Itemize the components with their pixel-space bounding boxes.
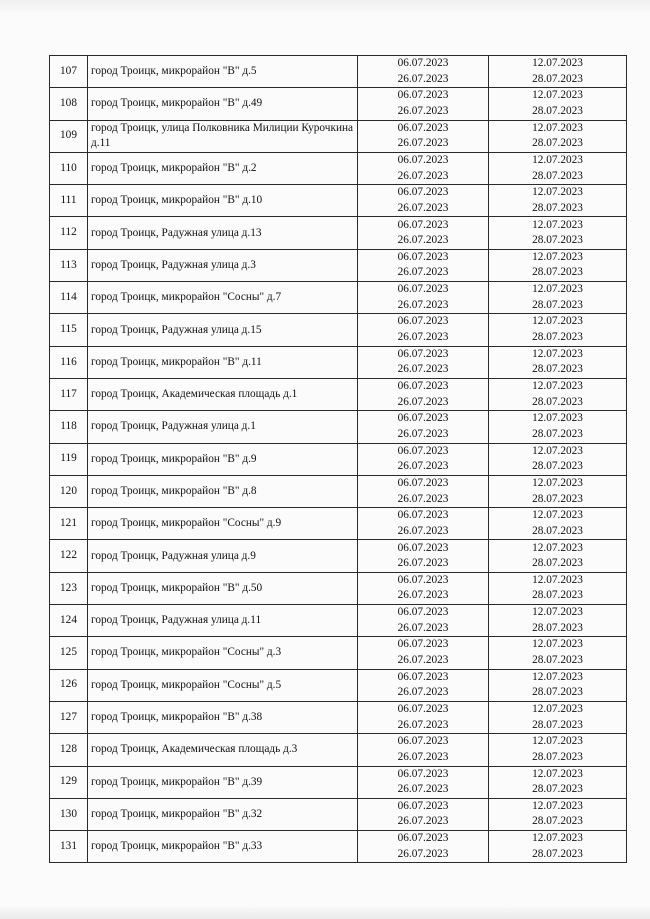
end-date-1: 12.07.2023 <box>532 89 583 102</box>
address-cell: город Троицк, микрорайон "В" д.10 <box>88 185 358 217</box>
end-date-2: 28.07.2023 <box>532 589 583 602</box>
start-date-1: 06.07.2023 <box>397 315 449 328</box>
end-dates-cell <box>489 120 627 152</box>
address-cell: город Троицк, микрорайон "В" д.39 <box>88 766 358 798</box>
end-date-2: 28.07.2023 <box>532 524 583 537</box>
address-cell: город Троицк, микрорайон "Сосны" д.9 <box>88 508 358 540</box>
start-dates-cell <box>358 831 489 863</box>
end-date-1: 12.07.2023 <box>532 412 583 425</box>
scan-edge-bottom <box>0 905 650 919</box>
end-date-1: 12.07.2023 <box>532 121 583 134</box>
table-row <box>50 152 627 184</box>
start-date-1: 06.07.2023 <box>397 283 449 296</box>
end-dates-cell <box>489 540 627 572</box>
end-dates-cell <box>489 314 627 346</box>
end-date-1: 12.07.2023 <box>532 380 583 393</box>
row-number: 110 <box>50 152 88 184</box>
table-row <box>50 508 627 540</box>
start-dates-cell <box>358 56 489 88</box>
table-row <box>50 120 627 152</box>
start-dates-cell <box>358 152 489 184</box>
table-body <box>50 56 627 863</box>
start-dates-cell <box>358 475 489 507</box>
end-dates-cell <box>489 637 627 669</box>
row-number: 122 <box>50 540 88 572</box>
start-date-2: 26.07.2023 <box>397 815 449 828</box>
start-dates-cell <box>358 217 489 249</box>
table-row <box>50 831 627 863</box>
address-cell: город Троицк, Академическая площадь д.3 <box>88 734 358 766</box>
start-dates-cell <box>358 443 489 475</box>
end-date-2: 28.07.2023 <box>532 201 583 214</box>
end-date-1: 12.07.2023 <box>532 347 583 360</box>
address-cell: город Троицк, микрорайон "В" д.38 <box>88 701 358 733</box>
start-date-2: 26.07.2023 <box>397 783 449 796</box>
row-number: 113 <box>50 249 88 281</box>
row-number: 115 <box>50 314 88 346</box>
start-date-2: 26.07.2023 <box>397 847 449 860</box>
end-date-1: 12.07.2023 <box>532 476 583 489</box>
start-date-2: 26.07.2023 <box>397 298 449 311</box>
row-number: 128 <box>50 734 88 766</box>
end-date-2: 28.07.2023 <box>532 557 583 570</box>
start-dates-cell <box>358 411 489 443</box>
start-dates-cell <box>358 346 489 378</box>
end-date-1: 12.07.2023 <box>532 186 583 199</box>
end-date-1: 12.07.2023 <box>532 767 583 780</box>
row-number: 117 <box>50 378 88 410</box>
table-row <box>50 540 627 572</box>
end-date-2: 28.07.2023 <box>532 331 583 344</box>
row-number: 125 <box>50 637 88 669</box>
start-date-2: 26.07.2023 <box>397 331 449 344</box>
start-date-1: 06.07.2023 <box>397 57 449 70</box>
end-date-1: 12.07.2023 <box>532 218 583 231</box>
end-date-2: 28.07.2023 <box>532 363 583 376</box>
address-cell: город Троицк, микрорайон "В" д.2 <box>88 152 358 184</box>
address-cell: город Троицк, Радужная улица д.13 <box>88 217 358 249</box>
end-date-1: 12.07.2023 <box>532 153 583 166</box>
start-date-1: 06.07.2023 <box>397 412 449 425</box>
end-date-2: 28.07.2023 <box>532 460 583 473</box>
start-date-2: 26.07.2023 <box>397 427 449 440</box>
scan-edge-top <box>0 0 650 14</box>
address-cell: город Троицк, улица Полковника Милиции Курочкина д.11 <box>88 120 358 152</box>
table-row <box>50 443 627 475</box>
table-row <box>50 185 627 217</box>
address-cell: город Троицк, Академическая площадь д.1 <box>88 378 358 410</box>
end-dates-cell <box>489 185 627 217</box>
end-date-1: 12.07.2023 <box>532 606 583 619</box>
end-dates-cell <box>489 831 627 863</box>
start-dates-cell <box>358 701 489 733</box>
start-dates-cell <box>358 798 489 830</box>
start-date-2: 26.07.2023 <box>397 363 449 376</box>
end-date-1: 12.07.2023 <box>532 509 583 522</box>
address-schedule-table <box>49 55 627 863</box>
start-date-2: 26.07.2023 <box>397 492 449 505</box>
end-date-1: 12.07.2023 <box>532 638 583 651</box>
end-dates-cell <box>489 572 627 604</box>
end-date-1: 12.07.2023 <box>532 57 583 70</box>
table-row <box>50 637 627 669</box>
start-date-2: 26.07.2023 <box>397 395 449 408</box>
start-date-2: 26.07.2023 <box>397 557 449 570</box>
start-date-1: 06.07.2023 <box>397 121 449 134</box>
end-date-1: 12.07.2023 <box>532 832 583 845</box>
start-date-2: 26.07.2023 <box>397 169 449 182</box>
start-date-2: 26.07.2023 <box>397 104 449 117</box>
end-dates-cell <box>489 443 627 475</box>
table-row <box>50 56 627 88</box>
table-row <box>50 88 627 120</box>
start-dates-cell <box>358 572 489 604</box>
end-date-2: 28.07.2023 <box>532 298 583 311</box>
end-date-1: 12.07.2023 <box>532 670 583 683</box>
start-dates-cell <box>358 249 489 281</box>
end-date-2: 28.07.2023 <box>532 395 583 408</box>
start-dates-cell <box>358 637 489 669</box>
start-date-1: 06.07.2023 <box>397 89 449 102</box>
end-dates-cell <box>489 605 627 637</box>
address-cell: город Троицк, Радужная улица д.1 <box>88 411 358 443</box>
address-cell: город Троицк, микрорайон "В" д.50 <box>88 572 358 604</box>
start-date-1: 06.07.2023 <box>397 218 449 231</box>
table-row <box>50 378 627 410</box>
address-cell: город Троицк, микрорайон "В" д.32 <box>88 798 358 830</box>
end-date-2: 28.07.2023 <box>532 718 583 731</box>
row-number: 111 <box>50 185 88 217</box>
end-dates-cell <box>489 378 627 410</box>
table-row <box>50 411 627 443</box>
end-date-1: 12.07.2023 <box>532 283 583 296</box>
start-dates-cell <box>358 669 489 701</box>
end-date-1: 12.07.2023 <box>532 735 583 748</box>
row-number: 108 <box>50 88 88 120</box>
start-dates-cell <box>358 605 489 637</box>
table-row <box>50 798 627 830</box>
end-date-2: 28.07.2023 <box>532 653 583 666</box>
start-dates-cell <box>358 88 489 120</box>
table-row <box>50 701 627 733</box>
table-row <box>50 605 627 637</box>
address-cell: город Троицк, микрорайон "Сосны" д.3 <box>88 637 358 669</box>
end-date-2: 28.07.2023 <box>532 72 583 85</box>
end-dates-cell <box>489 701 627 733</box>
start-date-2: 26.07.2023 <box>397 686 449 699</box>
end-dates-cell <box>489 766 627 798</box>
start-date-1: 06.07.2023 <box>397 735 449 748</box>
address-cell: город Троицк, микрорайон "В" д.8 <box>88 475 358 507</box>
start-date-2: 26.07.2023 <box>397 460 449 473</box>
end-dates-cell <box>489 217 627 249</box>
start-date-2: 26.07.2023 <box>397 137 449 150</box>
address-cell: город Троицк, микрорайон "В" д.5 <box>88 56 358 88</box>
start-date-1: 06.07.2023 <box>397 380 449 393</box>
start-dates-cell <box>358 314 489 346</box>
start-date-2: 26.07.2023 <box>397 621 449 634</box>
end-dates-cell <box>489 669 627 701</box>
row-number: 118 <box>50 411 88 443</box>
end-date-1: 12.07.2023 <box>532 541 583 554</box>
end-date-2: 28.07.2023 <box>532 621 583 634</box>
address-cell: город Троицк, Радужная улица д.9 <box>88 540 358 572</box>
end-date-2: 28.07.2023 <box>532 266 583 279</box>
end-dates-cell <box>489 798 627 830</box>
start-date-1: 06.07.2023 <box>397 347 449 360</box>
start-date-2: 26.07.2023 <box>397 72 449 85</box>
start-dates-cell <box>358 508 489 540</box>
start-date-1: 06.07.2023 <box>397 186 449 199</box>
end-date-2: 28.07.2023 <box>532 750 583 763</box>
end-date-1: 12.07.2023 <box>532 799 583 812</box>
table-row <box>50 766 627 798</box>
start-date-2: 26.07.2023 <box>397 718 449 731</box>
start-date-2: 26.07.2023 <box>397 653 449 666</box>
start-date-1: 06.07.2023 <box>397 767 449 780</box>
table-row <box>50 249 627 281</box>
row-number: 124 <box>50 605 88 637</box>
end-date-1: 12.07.2023 <box>532 702 583 715</box>
address-cell: город Троицк, микрорайон "Сосны" д.7 <box>88 282 358 314</box>
start-date-1: 06.07.2023 <box>397 832 449 845</box>
start-dates-cell <box>358 120 489 152</box>
table-row <box>50 282 627 314</box>
address-cell: город Троицк, Радужная улица д.3 <box>88 249 358 281</box>
end-dates-cell <box>489 734 627 766</box>
table-row <box>50 217 627 249</box>
address-cell: город Троицк, микрорайон "В" д.33 <box>88 831 358 863</box>
start-date-1: 06.07.2023 <box>397 606 449 619</box>
end-date-2: 28.07.2023 <box>532 783 583 796</box>
start-dates-cell <box>358 282 489 314</box>
end-date-2: 28.07.2023 <box>532 686 583 699</box>
start-date-1: 06.07.2023 <box>397 541 449 554</box>
end-date-2: 28.07.2023 <box>532 104 583 117</box>
row-number: 114 <box>50 282 88 314</box>
start-date-2: 26.07.2023 <box>397 266 449 279</box>
row-number: 112 <box>50 217 88 249</box>
end-dates-cell <box>489 346 627 378</box>
end-date-1: 12.07.2023 <box>532 250 583 263</box>
row-number: 130 <box>50 798 88 830</box>
end-date-1: 12.07.2023 <box>532 444 583 457</box>
row-number: 121 <box>50 508 88 540</box>
row-number: 116 <box>50 346 88 378</box>
end-date-2: 28.07.2023 <box>532 137 583 150</box>
end-date-2: 28.07.2023 <box>532 847 583 860</box>
row-number: 131 <box>50 831 88 863</box>
row-number: 127 <box>50 701 88 733</box>
table-row <box>50 669 627 701</box>
start-dates-cell <box>358 766 489 798</box>
address-cell: город Троицк, Радужная улица д.11 <box>88 605 358 637</box>
end-date-2: 28.07.2023 <box>532 169 583 182</box>
row-number: 120 <box>50 475 88 507</box>
start-date-2: 26.07.2023 <box>397 524 449 537</box>
start-date-1: 06.07.2023 <box>397 573 449 586</box>
start-date-1: 06.07.2023 <box>397 509 449 522</box>
row-number: 123 <box>50 572 88 604</box>
start-date-1: 06.07.2023 <box>397 476 449 489</box>
address-cell: город Троицк, микрорайон "В" д.49 <box>88 88 358 120</box>
address-cell: город Троицк, микрорайон "В" д.11 <box>88 346 358 378</box>
table-row <box>50 346 627 378</box>
start-date-1: 06.07.2023 <box>397 444 449 457</box>
start-dates-cell <box>358 734 489 766</box>
end-date-1: 12.07.2023 <box>532 315 583 328</box>
row-number: 107 <box>50 56 88 88</box>
row-number: 109 <box>50 120 88 152</box>
start-date-1: 06.07.2023 <box>397 250 449 263</box>
start-dates-cell <box>358 185 489 217</box>
end-dates-cell <box>489 152 627 184</box>
end-dates-cell <box>489 508 627 540</box>
start-date-2: 26.07.2023 <box>397 750 449 763</box>
start-dates-cell <box>358 378 489 410</box>
start-date-1: 06.07.2023 <box>397 702 449 715</box>
address-cell: город Троицк, Радужная улица д.15 <box>88 314 358 346</box>
row-number: 129 <box>50 766 88 798</box>
start-date-2: 26.07.2023 <box>397 589 449 602</box>
end-dates-cell <box>489 282 627 314</box>
row-number: 126 <box>50 669 88 701</box>
end-date-1: 12.07.2023 <box>532 573 583 586</box>
start-date-1: 06.07.2023 <box>397 799 449 812</box>
start-date-2: 26.07.2023 <box>397 234 449 247</box>
end-date-2: 28.07.2023 <box>532 234 583 247</box>
end-date-2: 28.07.2023 <box>532 815 583 828</box>
end-date-2: 28.07.2023 <box>532 427 583 440</box>
end-dates-cell <box>489 249 627 281</box>
start-date-1: 06.07.2023 <box>397 638 449 651</box>
address-cell: город Троицк, микрорайон "В" д.9 <box>88 443 358 475</box>
end-dates-cell <box>489 475 627 507</box>
start-dates-cell <box>358 540 489 572</box>
table-row <box>50 572 627 604</box>
end-dates-cell <box>489 88 627 120</box>
end-date-2: 28.07.2023 <box>532 492 583 505</box>
start-date-2: 26.07.2023 <box>397 201 449 214</box>
table-row <box>50 734 627 766</box>
table-row <box>50 314 627 346</box>
end-dates-cell <box>489 56 627 88</box>
start-date-1: 06.07.2023 <box>397 153 449 166</box>
start-date-1: 06.07.2023 <box>397 670 449 683</box>
end-dates-cell <box>489 411 627 443</box>
row-number: 119 <box>50 443 88 475</box>
table-row <box>50 475 627 507</box>
address-cell: город Троицк, микрорайон "Сосны" д.5 <box>88 669 358 701</box>
